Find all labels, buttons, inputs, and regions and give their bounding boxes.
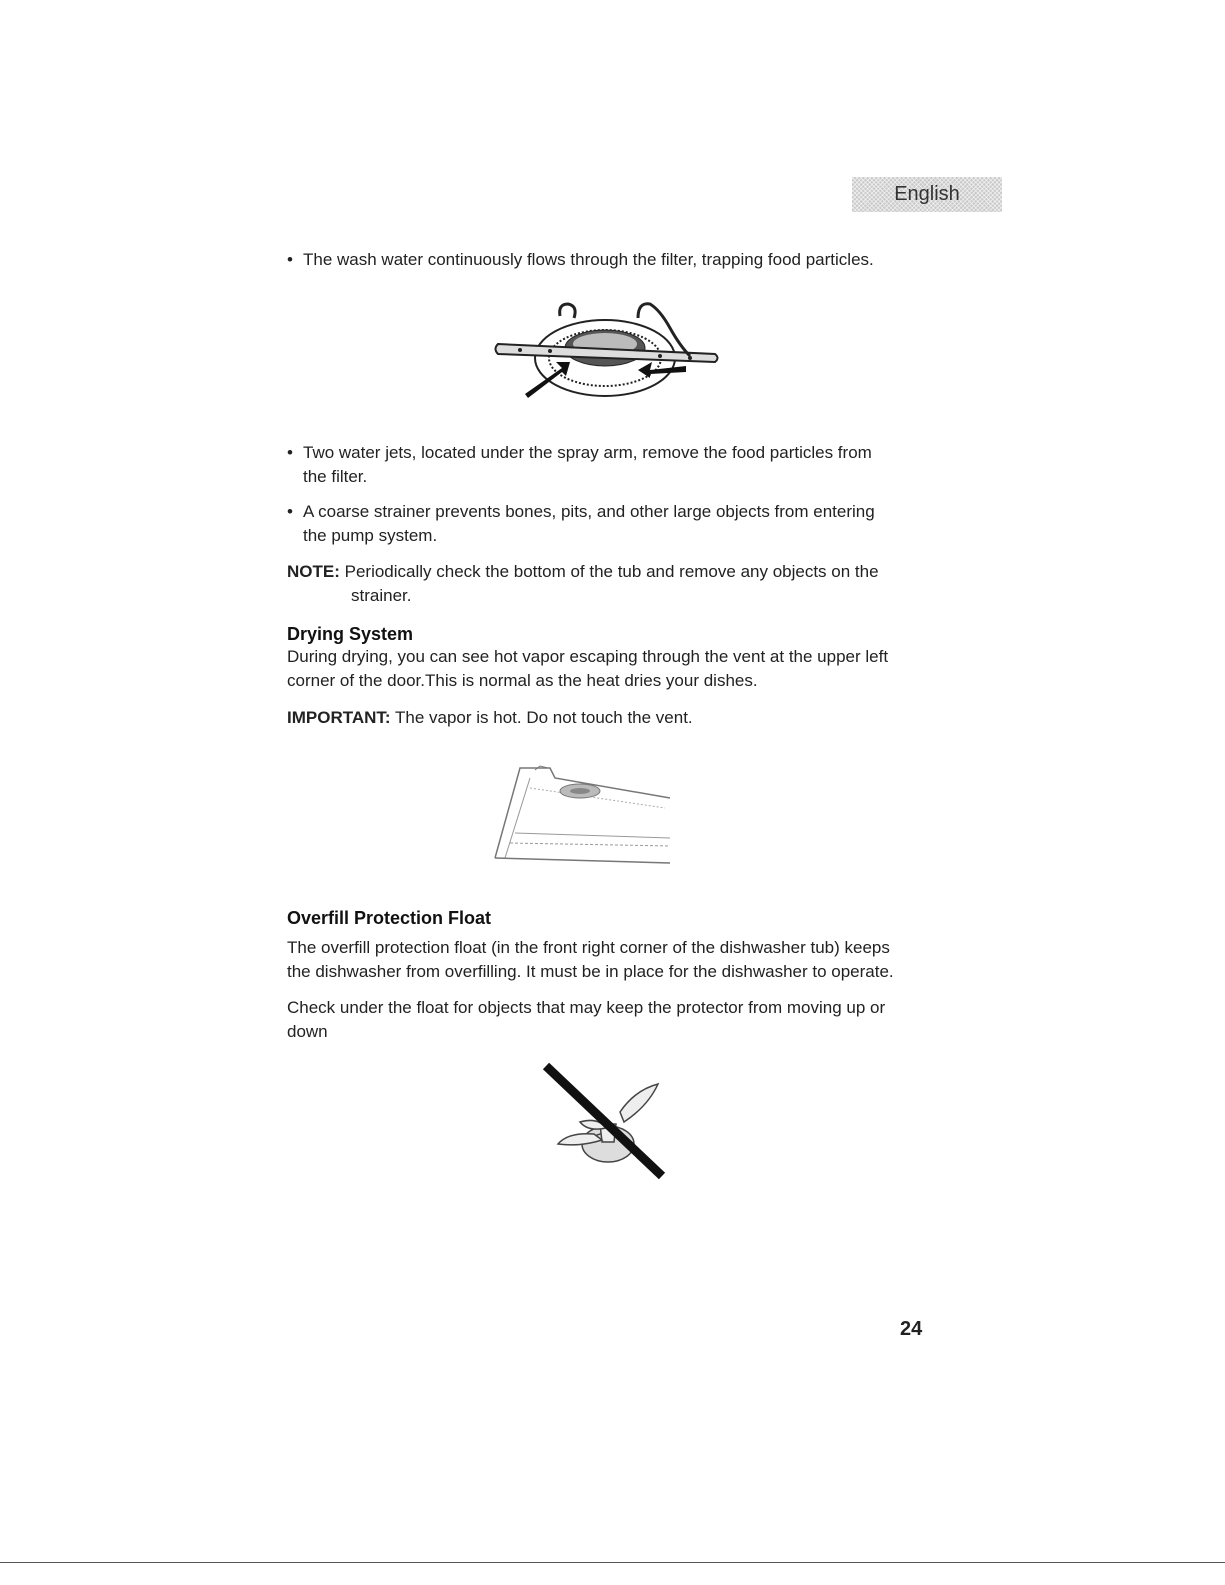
page-number: 24 xyxy=(900,1318,923,1340)
overfill-text-line: the dishwasher from overfilling. It must be in place for the dishwasher to operate. xyxy=(287,962,894,981)
note-paragraph xyxy=(287,560,927,608)
drying-text-line: corner of the door.This is normal as the heat dries your dishes. xyxy=(287,671,758,690)
bullet-dot-icon: • xyxy=(287,502,293,521)
section-heading-overfill: Overfill Protection Float xyxy=(287,908,492,928)
bullet-dot-icon: • xyxy=(287,443,293,462)
bullet-text: Two water jets, located under the spray arm, remove the food particles from xyxy=(303,443,872,462)
note-text: Periodically check the bottom of the tub and remove any objects on the xyxy=(344,562,879,581)
language-label: English xyxy=(894,183,960,205)
important-paragraph xyxy=(287,706,927,730)
spray-arm-filter-illustration xyxy=(490,296,730,406)
door-vent-illustration xyxy=(490,758,680,868)
bullet-text: A coarse strainer prevents bones, pits, and other large objects from entering xyxy=(303,502,875,521)
bullet-item xyxy=(287,248,927,272)
important-label: IMPORTANT: xyxy=(287,708,391,727)
section-heading-drying: Drying System xyxy=(287,624,414,644)
bullet-item xyxy=(287,441,927,489)
overfill-paragraph-1 xyxy=(287,936,927,984)
overfill-text-line: The overfill protection float (in the front right corner of the dishwasher tub) keeps xyxy=(287,938,890,957)
note-label: NOTE: xyxy=(287,562,340,581)
overfill-text-line: Check under the float for objects that may keep the protector from moving up or xyxy=(287,998,886,1017)
bottom-rule xyxy=(0,1562,1225,1563)
bullet-text-continuation: the filter. xyxy=(303,467,368,486)
bullet-text: The wash water continuously flows through the filter, trapping food particles. xyxy=(303,250,874,269)
bullet-dot-icon: • xyxy=(287,250,293,269)
drying-paragraph xyxy=(287,645,927,693)
note-text-continuation: strainer. xyxy=(351,586,412,605)
overfill-text-line: down xyxy=(287,1022,328,1041)
overfill-paragraph-2 xyxy=(287,996,927,1044)
important-text: The vapor is hot. Do not touch the vent. xyxy=(394,708,693,727)
drying-text-line: During drying, you can see hot vapor escaping through the vent at the upper left xyxy=(287,647,889,666)
float-crossed-out-illustration xyxy=(540,1062,670,1182)
bullet-text-continuation: the pump system. xyxy=(303,526,438,545)
bullet-item xyxy=(287,500,927,548)
language-tab xyxy=(852,177,1002,212)
